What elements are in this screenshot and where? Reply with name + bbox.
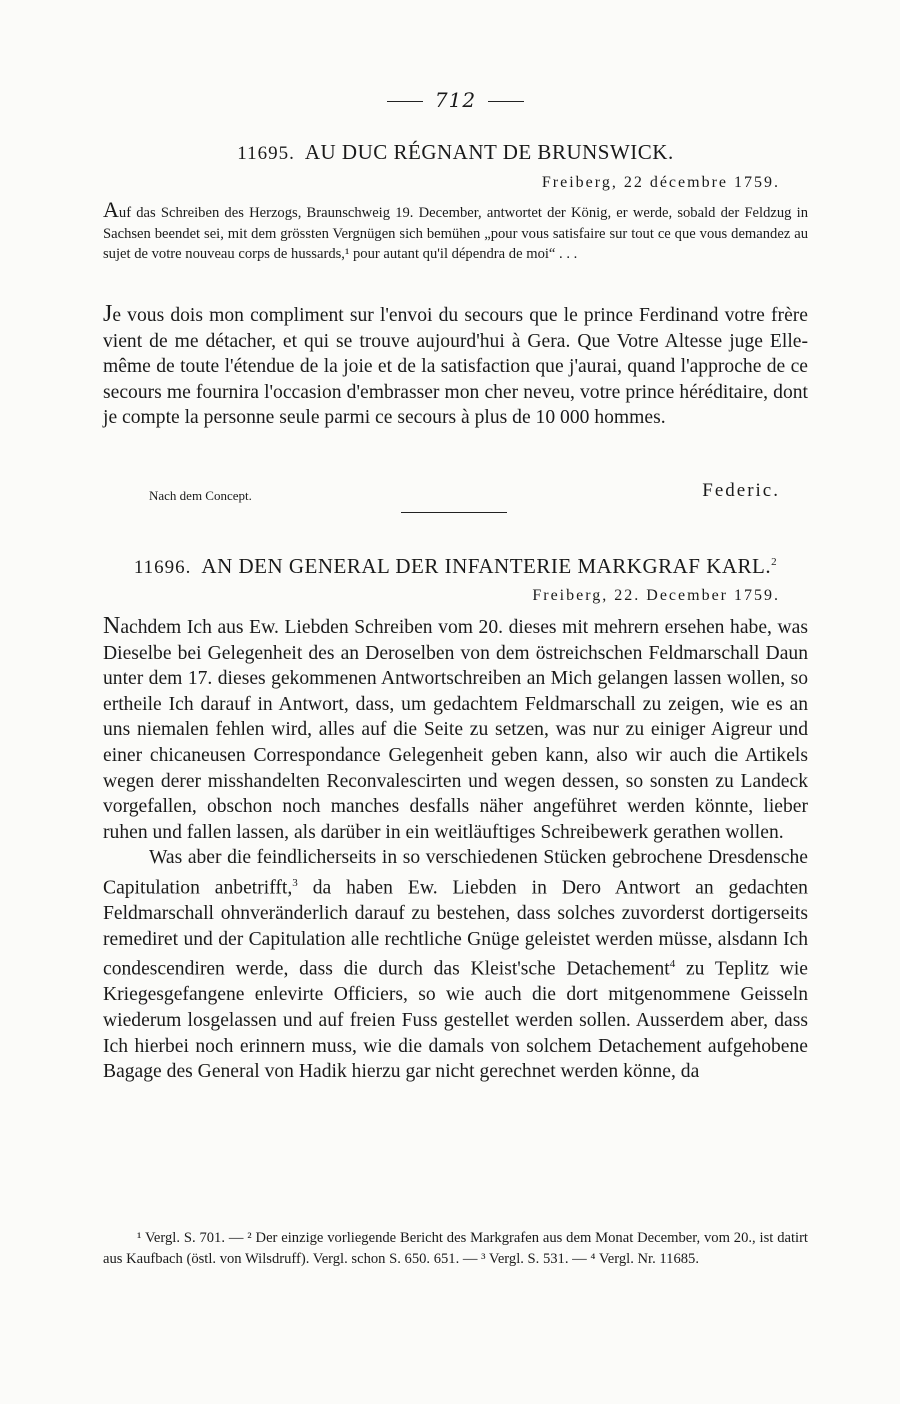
page-number: 712	[434, 88, 477, 112]
body-paragraph-text: zu Teplitz wie Kriegesgefangene enlevirte Officiers, so wie auch die dort mitgenommene Geisseln wiederum losgelassen und auf freien Fuss gestellet werden sollen. Ausserdem aber, dass Ich hierbei noch erinnern muss, wie die damals von solchem Detachement aufgehobene Bagage des General von Hadik hierzu gar nicht gerechnet werden könne, da	[103, 958, 809, 1083]
section-divider	[401, 512, 507, 513]
footnote-ref: 4	[669, 958, 676, 971]
letter-title: AN DEN GENERAL DER INFANTERIE MARKGRAF KARL.	[201, 554, 772, 578]
body-paragraph	[103, 614, 808, 845]
letter-number: 11695.	[237, 143, 295, 164]
letter-heading	[103, 554, 808, 579]
footnotes	[103, 1228, 808, 1269]
page-header	[103, 88, 808, 112]
letter-dateline: Freiberg, 22. December 1759.	[532, 587, 780, 604]
footnote-text: ¹ Vergl. S. 701. — ² Der einzige vorliegende Bericht des Markgrafen aus dem Monat December, vom 20., ist datirt aus Kaufbach (östl. von Wilsdruff). Vergl. schon S. 650. 651. — ³ Vergl. S. 531. — ⁴ Vergl. Nr. 11685.	[103, 1230, 808, 1267]
body-paragraph-text: e vous dois mon compliment sur l'envoi du secours que le prince Ferdinand votre frère vient de me détacher, et qui se trouve aujourd'hui à Gera. Que Votre Altesse juge Elle-même de toute l'étendue de la joie et de la satisfaction que j'aurai, quand l'approche de ce secours me fournira l'occasion d'embrasser mon cher neveu, votre prince héréditaire, dont je compte la personne seule parmi ce secours à plus de 10 000 hommes.	[103, 305, 808, 429]
letter-body	[103, 614, 808, 1085]
body-paragraph	[103, 845, 808, 1084]
signature: Federic.	[702, 480, 780, 501]
letter-dateline: Freiberg, 22 décembre 1759.	[541, 174, 780, 191]
header-dash-right	[488, 101, 524, 102]
summary-initial: A	[103, 197, 119, 222]
letter-summary	[103, 197, 808, 265]
letter-number: 11696.	[133, 557, 192, 578]
body-initial: J	[103, 301, 113, 327]
body-paragraph	[103, 302, 808, 431]
letter-body	[103, 302, 808, 431]
footnote-ref: 2	[771, 556, 778, 568]
source-note: Nach dem Concept.	[149, 488, 252, 503]
body-paragraph-text: achdem Ich aus Ew. Liebden Schreiben vom 20. dieses mit mehrern ersehen habe, was Dieselbe bei Gelegenheit des an Deroselben von dem östreichschen Feldmarschall Daun unter dem 17. dieses gekommenen Antwortschreiben an Mich gelangen lassen wollen, so ertheile Ich darauf in Antwort, dass, um gedachtem Feldmarschall zu zeigen, wie es an uns niemalen fehlen wird, alles auf die Seite zu setzen, was nur zu einiger Aigreur und einer chicaneusen Correspondance Gelegenheit geben kann, also wir auch die Artikels wegen derer misshandelten Reconvalescirten und wegen dessen, so sonsten zu Landeck vorgefallen, obschon noch manches desfalls näher angeführet werden könnte, lieber ruhen und fallen lassen, als darüber in ein weitläuftiges Schreibewerk gerathen wollen.	[103, 617, 808, 843]
body-paragraph-text: da haben Ew. Liebden in Dero Antwort an gedachten Feldmarschall ohnveränderlich darauf zu bestehen, dass solches zuvorderst dortigerseits remediret und der Capitulation alle rechtliche Gnüge geleistet werden müsse, alsdann Ich condescendiren werde, dass die durch das Kleist'sche Detachement	[103, 877, 808, 980]
summary-text: uf das Schreiben des Herzogs, Braunschweig 19. December, antwortet der König, er werde, sobald der Feldzug in Sachsen beendet sei, mit dem grössten Vergnügen sich bemühen „pour vous satisfaire sur tout ce que vous demandez au sujet de votre nouveau corps de hussards,¹ pour autant qu'il dépendra de moi“ . . .	[103, 205, 808, 262]
footnote-ref: 3	[292, 876, 298, 889]
header-dash-left	[387, 101, 423, 102]
body-paragraph-text: Was aber die feindlicherseits in so verschiedenen Stücken gebrochene Dresdensche Capitulation anbetrifft,	[103, 847, 808, 899]
letter-heading	[103, 140, 808, 165]
body-initial: N	[103, 613, 121, 639]
letter-title: AU DUC RÉGNANT DE BRUNSWICK.	[304, 140, 674, 164]
